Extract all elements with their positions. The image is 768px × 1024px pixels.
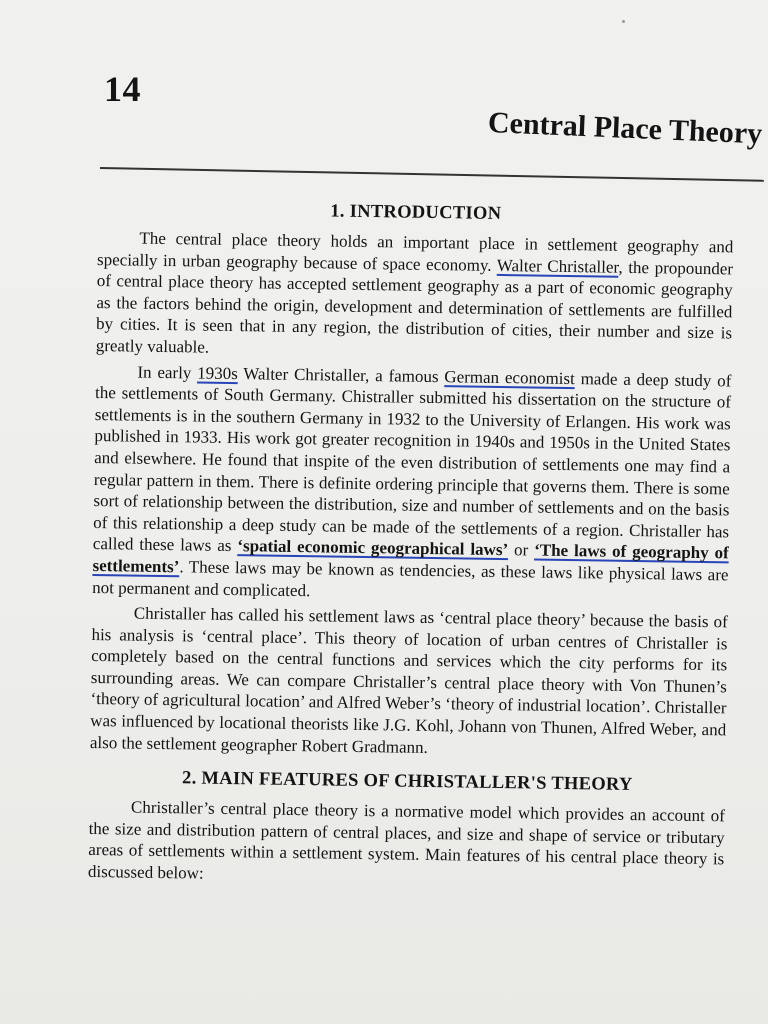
bold-underlined-phrase: ‘spatial economic geographical laws’ [237, 536, 509, 560]
title-divider [100, 167, 764, 182]
section-heading-introduction: 1. INTRODUCTION [330, 201, 502, 224]
paragraph-features-1: Christaller’s central place theory is a normative model which provides an account of the size and distribution pattern of central places, and size and shape of service or tributary areas of settlements within a settlement system. Main features of his central place theory is discussed below: [87, 797, 726, 883]
paragraph-text: In early [137, 362, 198, 383]
paragraph-text: made a deep study of the settlements of South Germany. Chistraller submitted his dissertation on the structure of settlements is in the southern Germany in 1932 to the University of Erlangen. His work was published in 1933. His work got greater recognition in 1940s and 1950s in the United States and elsewhere. He found that inspite of the even distribution of settlements one may find a regular pattern in them. There is definite ordering principle that governs them. There is some sort of relationship between the distribution, size and number of settlements and on the basis of this relationship a deep study can be made of the settlements of a region. Christaller has called these laws as [92, 368, 732, 556]
paragraph-intro-3: Christaller has called his settlement laws as ‘central place theory’ because the basis of his analysis is ‘central place’. This theory of location of urban centres of Christaller is completely based on the central functions and services which the city performs for its surrounding areas. We can compare Christaller’s central place theory with Von Thunen’s ‘theory of agricultural location’ and Alfred Weber’s ‘theory of industrial location’. Christaller was influenced by locational theorists like J.G. Kohl, Johann von Thunen, Alfred Weber, and also the settlement geographer Robert Gradmann. [89, 603, 728, 757]
paragraph-intro-1 [96, 227, 734, 366]
underlined-phrase: German economist [444, 366, 575, 388]
underlined-phrase: Walter Christaller [496, 255, 619, 277]
paragraph-text: . These laws may be known as tendencies, as these laws like physical laws are not permanent and complicated. [92, 557, 729, 600]
paragraph-intro-2 [92, 361, 731, 608]
chapter-number: 14 [104, 69, 141, 109]
bold-underlined-phrase: ‘The laws of geography of settlements’ [92, 540, 729, 577]
chapter-body [88, 198, 734, 896]
paragraph-text: The central place theory holds an important place in settlement geography and specially in urban geography because of space economy. [96, 228, 734, 275]
paragraph-text: or [508, 540, 535, 560]
paragraph-text: , the propounder of central place theory has accepted settlement geography as a part of economic geography as the factors behind the origin, development and determination of settlements are fulfilled by cities. It is seen that in any region, the distribution of cities, their number and size is greatly valuable. [95, 257, 734, 357]
underlined-phrase: 1930s [197, 363, 238, 383]
section-heading-main-features: 2. MAIN FEATURES OF CHRISTALLER'S THEORY [181, 768, 633, 796]
paragraph-text: Walter Christaller, a famous [237, 363, 445, 386]
paper-speck [622, 20, 625, 23]
chapter-title: Central Place Theory [486, 106, 763, 151]
